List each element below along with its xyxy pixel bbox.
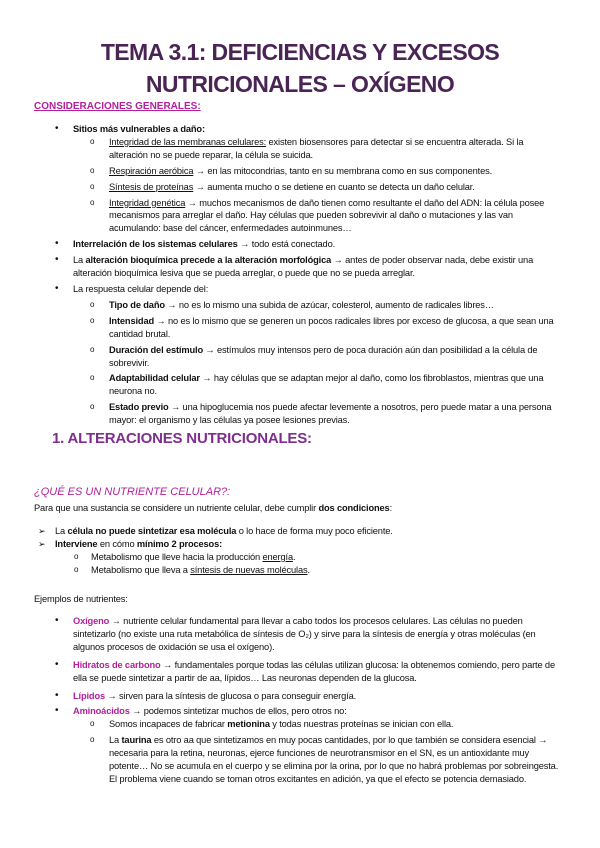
- bullet-icon: •: [55, 689, 59, 701]
- sub-list-item: o Respiración aeróbica → en las mitocondrias, tanto en su membrana como en sus componentes.: [90, 165, 493, 176]
- title-line-1: TEMA 3.1: DEFICIENCIAS Y EXCESOS: [100, 39, 500, 65]
- list-item: • Oxígeno → nutriente celular fundamental para llevar a cabo todos los procesos celulares. Las células no pueden sintetizarlo (no existe una ruta metabólica de síntesis de O₂) y sirve para la síntesis de energía y otras moléculas (en algunos procesos de oxidación se usa el oxígeno).: [55, 615, 536, 652]
- circle-bullet-icon: o: [74, 564, 79, 574]
- sub-list-item: o Integridad de las membranas celulares: existen biosensores para detectar si se encuentra alterada. Si la alteración no se puede reparar, la célula se suicida.: [90, 136, 524, 160]
- considerations-heading: CONSIDERACIONES GENERALES:: [34, 101, 201, 112]
- circle-bullet-icon: o: [90, 197, 95, 207]
- bullet-icon: •: [55, 123, 59, 134]
- sub-list-item: o Síntesis de proteínas → aumenta mucho o se detiene en cuanto se detecta un daño celular.: [90, 181, 475, 192]
- sub-list-item: o Tipo de daño → no es lo mismo una subida de azúcar, colesterol, aumento de radicales libres…: [90, 299, 494, 310]
- sub-list-item: o Duración del estímulo → estímulos muy intensos pero de poca duración aún dan posibilidad a la célula de sobrevivir.: [90, 344, 538, 368]
- circle-bullet-icon: o: [90, 315, 95, 325]
- list-item: • La alteración bioquímica precede a la alteración morfológica → antes de poder observar nada, debe existir una alteración bioquímica lesiva que se pueda arreglar, o puede que no se pueda arreglar.: [55, 254, 534, 279]
- examples-label: Ejemplos de nutrientes:: [34, 594, 128, 604]
- circle-bullet-icon: o: [90, 402, 95, 412]
- page-title: [40, 36, 560, 100]
- arrow-bullet-icon: ➢: [38, 526, 46, 536]
- list-item: ➢ La célula no puede sintetizar esa molécula o lo hace de forma muy poco eficiente.: [38, 526, 393, 536]
- conditions-list: [0, 525, 600, 577]
- arrow-bullet-icon: ➢: [38, 538, 46, 549]
- bullet-icon: •: [55, 658, 59, 670]
- bullet-icon: •: [55, 254, 59, 266]
- bullet-icon: •: [55, 705, 59, 717]
- sub-list-item: o Estado previo → una hipoglucemia nos puede afectar levemente a nosotros, pero puede matar a una persona mayor: el organismo y las células ya posee lesiones previas.: [90, 402, 552, 426]
- list-item: • Lípidos → sirven para la síntesis de glucosa o para conseguir energía.: [55, 689, 357, 701]
- bullet-icon: •: [55, 238, 59, 250]
- bullet-icon: •: [55, 282, 59, 294]
- circle-bullet-icon: o: [74, 551, 79, 561]
- sub-list-item: o Adaptabilidad celular → hay células que se adaptan mejor al daño, como los fibroblastos, mientras que una neurona no.: [90, 373, 544, 397]
- list-item: • Hidratos de carbono → fundamentales porque todas las células utilizan glucosa: la obtenemos comiendo, pero parte de ella se puede sintetizar a partir de aa, lípidos… Las neuronas dependen de la glucosa.: [55, 658, 555, 683]
- section-subheading: ¿QUÉ ES UN NUTRIENTE CELULAR?:: [34, 486, 231, 498]
- bullet-icon: •: [55, 615, 59, 626]
- list-item: • Interrelación de los sistemas celulares → todo está conectado.: [55, 238, 336, 250]
- sub-list-item: o Metabolismo que lleva a síntesis de nuevas moléculas.: [74, 564, 310, 575]
- circle-bullet-icon: o: [90, 136, 95, 146]
- list-item: • Sitios más vulnerables a daño:: [55, 123, 205, 134]
- nutrients-list: [0, 615, 600, 786]
- sub-list-item: o Metabolismo que lleve hacia la producción energía.: [74, 551, 296, 562]
- sub-list-item: o Intensidad → no es lo mismo que se generen un pocos radicales libres por exceso de glucosa, a que sean una cantidad brutal.: [90, 315, 554, 339]
- title-line-2: NUTRICIONALES – OXÍGENO: [145, 71, 455, 97]
- circle-bullet-icon: o: [90, 373, 95, 383]
- list-item: ➢ Interviene en cómo mínimo 2 procesos:: [38, 538, 223, 549]
- circle-bullet-icon: o: [90, 165, 95, 175]
- sub-list-item: o Integridad genética → muchos mecanismos de daño tienen como resultante el daño del ADN: la célula posee mecanismos para arreglar el daño. Hay células que pueden sobrevivir al daño o mutaciones y las van acumulando: base del cáncer, enfermedades autoinmunes…: [90, 197, 545, 234]
- sub-list-item: o La taurina es otro aa que sintetizamos en muy pocas cantidades, por lo que también se considera esencial → necesaria para la retina, neuronas, ejerce funciones de neurotransmisor en el SN, es un antioxidante muy potente… No se acumula en el cuerpo y se elimina por la orina, por lo que no habrá problemas por sobreingesta. El problema viene cuando se toman otros excitantes en adición, ya que el efecto se potencia demasiado.: [90, 735, 559, 784]
- intro-paragraph: Para que una sustancia se considere un nutriente celular, debe cumplir dos condiciones:: [34, 503, 392, 513]
- list-item: • La respuesta celular depende del:: [55, 282, 209, 294]
- list-item: • Aminoácidos → podemos sintetizar muchos de ellos, pero otros no:: [55, 705, 347, 717]
- circle-bullet-icon: o: [90, 735, 95, 745]
- section-heading: 1. ALTERACIONES NUTRICIONALES:: [52, 430, 312, 447]
- circle-bullet-icon: o: [90, 344, 95, 354]
- circle-bullet-icon: o: [90, 299, 95, 309]
- sub-list-item: o Somos incapaces de fabricar metionina y todas nuestras proteínas se inician con ella.: [90, 719, 454, 730]
- circle-bullet-icon: o: [90, 181, 95, 191]
- considerations-list: [0, 123, 600, 427]
- circle-bullet-icon: o: [90, 719, 95, 729]
